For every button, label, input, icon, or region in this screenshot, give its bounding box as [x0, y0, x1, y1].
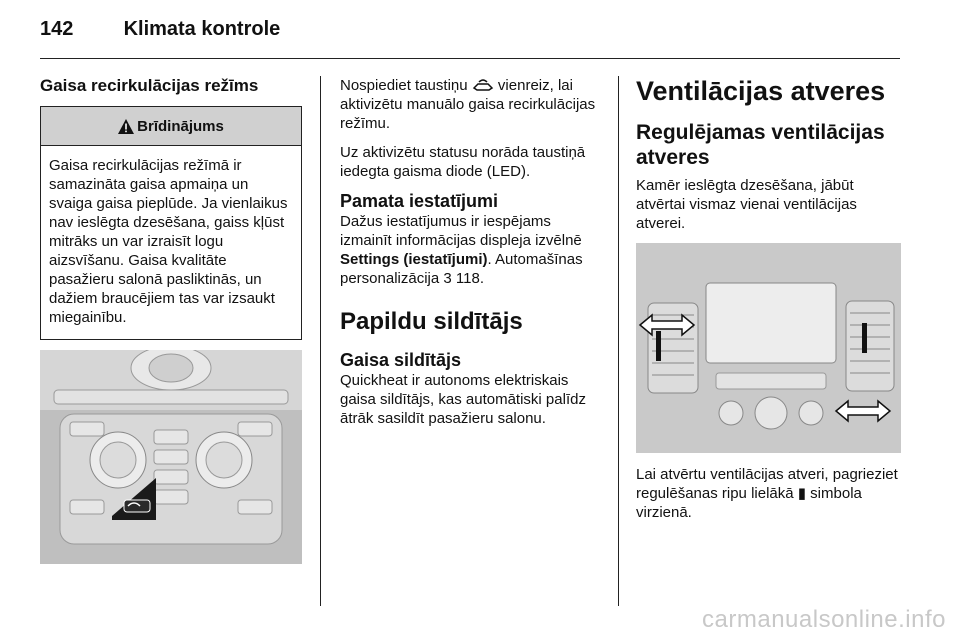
heading-vents: Ventilācijas atveres	[636, 76, 886, 106]
section-heading-recirculation: Gaisa recirkulācijas režīms	[40, 76, 259, 95]
paragraph-cooling-vent: Kamēr ieslēgta dzesēšana, jābūt atvērtai vismaz vienai ventilācijas atverei.	[636, 177, 857, 232]
climate-control-panel-image	[40, 350, 302, 564]
page-header	[40, 18, 280, 41]
header-rule	[40, 58, 900, 59]
air-vents-image	[636, 243, 901, 453]
warning-header	[41, 107, 301, 146]
settings-menu-label: Settings (iestatījumi)	[340, 251, 488, 268]
warning-text: Gaisa recirkulācijas režīmā ir samazināta gaisa apmaiņa un svaiga gaisa pieplūde. Ja vienlaikus nav ieslēgta dzesēšana, gaiss kļūst mitrāks un var izraisīt logu aizsvīšanu. Gaisa kvalitāte pasažieru salonā pasliktinās, un dažiem braucējiem tas var izsaukt miegainību.	[49, 157, 288, 326]
column-divider	[320, 76, 321, 606]
warning-title: Brīdinājums	[137, 117, 224, 135]
page-number: 142	[40, 18, 74, 40]
warning-box	[40, 106, 302, 340]
paragraph-press-button: Nospiediet taustiņu vienreiz, lai aktivizētu manuālo gaisa recirkulācijas režīmu.	[340, 77, 596, 132]
paragraph-quickheat: Quickheat ir autonoms elektriskais gaisa sildītājs, kas automātiski palīdz ātrāk sasildīt pasažieru salonu.	[340, 372, 586, 427]
paragraph-led: Uz aktivizētu statusu norāda taustiņā iedegta gaisma diode (LED).	[340, 144, 586, 180]
recirculation-icon	[472, 78, 494, 92]
warning-triangle-icon	[118, 119, 134, 134]
heading-adjustable-vents: Regulējamas ventilācijas atveres	[636, 121, 885, 169]
column-middle	[340, 76, 602, 438]
paragraph-settings: Dažus iestatījumus ir iespējams izmainīt informācijas displeja izvēlnē Settings (iestatījumi). Automašīnas personalizācija 3 118.	[340, 213, 583, 287]
heading-auxiliary-heater: Papildu sildītājs	[340, 308, 523, 335]
column-divider	[618, 76, 619, 606]
page-title: Klimata kontrole	[123, 18, 281, 40]
page-reference: 3 118.	[443, 270, 484, 287]
paragraph-open-vent: Lai atvērtu ventilācijas atveri, pagrieziet regulēšanas ripu lielākā ▮ simbola virzienā.	[636, 466, 898, 521]
watermark: carmanualsonline.info	[702, 606, 946, 633]
column-left	[40, 76, 302, 564]
column-right	[636, 76, 901, 532]
heading-basic-settings: Pamata iestatījumi	[340, 191, 499, 211]
heading-air-heater: Gaisa sildītājs	[340, 350, 462, 370]
